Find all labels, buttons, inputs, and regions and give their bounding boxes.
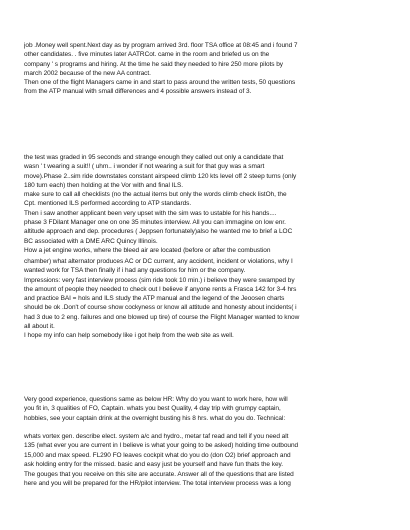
text-line: wanted work for TSA then finally if i had any questions for him or the company.	[24, 267, 246, 275]
text-line: The gouges that you receive on this site are accurate. Answer all of the questions that are listed	[24, 471, 294, 478]
text-line: 135 (what ever you are current in I believe is what your going to be asked) holding time outbound	[24, 442, 299, 450]
text-line: had 3 due to 2 eng. failures and one blowed up tire) of course the Flight Manager wanted to know	[24, 313, 300, 321]
paragraph-hr-technical	[24, 395, 396, 469]
text-line: Cpt. mentioned ILS performed according to ATP standards.	[24, 200, 192, 208]
text-line: company ' s programs and hiring. At the time he said they needed to hire 250 more pilots by	[24, 60, 284, 68]
text-line: hobbies, see your captain drink at the overnight busting his 8 hrs. what do you do. Technical:	[24, 414, 286, 422]
text-line: move).Phase 2..sim ride downstates constant airspeed climb 120 kts level off 2 steep turns (only	[24, 172, 297, 180]
text-line: Then one of the flight Managers came in and start to pass around the written tests, 50 questions	[24, 79, 296, 87]
text-line: the test was graded in 95 seconds and strange enough they called out only a candidate that	[24, 154, 284, 161]
text-line: 15,000 and max speed. FL290 FO leaves cockpit what do you do (don O2) brief approach and	[24, 451, 291, 459]
text-line: chamber) what alternator produces AC or DC current, any accident, incident or violations, why I	[24, 258, 293, 265]
text-line: other candidates. . five minutes later AATRCot. came in the room and briefed us on the	[24, 51, 270, 59]
paragraph-test-arrival	[24, 41, 396, 97]
text-line: here and you will be prepared for the HR/pilot interview. The total interview process was a long	[24, 480, 291, 488]
text-line: BC associated with a DME ARC Quincy Illinois.	[24, 237, 158, 245]
blank-line	[24, 423, 396, 432]
text-line: you fit in, 3 qualities of FO, Captain. whats you best Quality, 4 day trip with grumpy captain,	[24, 405, 281, 413]
text-line: march 2002 because of the new AA contract.	[24, 69, 151, 77]
text-line: whats vortex gen. describe elect. system a/c and hydro., metar taf read and tell if you need alt	[24, 433, 289, 441]
text-line: How a jet engine works, where the bleed air are located (before or after the combustion	[24, 246, 271, 254]
text-line: should be ok .Don't of course show cockyness or know all attitude and honesty about incidents( i	[24, 304, 297, 312]
text-line: from the ATP manual with small differences and 4 possible answers instead of 3.	[24, 88, 252, 96]
paragraph-sim-ride	[24, 153, 396, 255]
text-line: wasn ' t wearing a suit!! ( uhm.. i wonder if not wearing a suit for that guy was a smart	[24, 163, 265, 171]
text-line: phase 3 FDilant Manager one on one 35 minutes interview. All you can immagine on low enr.	[24, 219, 286, 227]
text-line: altitude approach and dep. procedures ( Jeppsen fortunately)also he wanted me to brief a LOC	[24, 228, 293, 236]
text-line: Very good experience, questions same as below HR: Why do you want to work here, how will	[24, 396, 288, 403]
text-line: Then i saw another applicant been very upset with the sim was to ustable for his hands....	[24, 209, 277, 217]
text-line: and practice BAI = hols and ILS study the ATP manual and the legend of the Jeoosen charts	[24, 295, 285, 303]
text-line: the amount of people they needed to check out I believe if anyone rents a Frasca 142 for 3-4 hrs	[24, 285, 297, 293]
text-line: I hope my info can help somebody like i got help from the web site as well.	[24, 332, 234, 340]
text-line: all about it.	[24, 323, 55, 331]
text-line: Impressions: very fast interview process (sim ride took 10 min.) i believe they were swamped by	[24, 276, 295, 284]
paragraph-gouges	[24, 470, 396, 489]
text-line: job .Money well spent.Next day as by program arrived 3rd. floor TSA office at 08:45 and i found 7	[24, 42, 298, 49]
text-line: ask holding entry for the missed. basic and easy just be yourself and have fun thats the key.	[24, 461, 283, 469]
text-line: make sure to call all checklists (no the actual items but only the words climb check listOh, the	[24, 191, 287, 199]
text-line: 180 turn each) then holding at the Vor with and final ILS.	[24, 181, 183, 189]
paragraph-impressions	[24, 257, 396, 341]
